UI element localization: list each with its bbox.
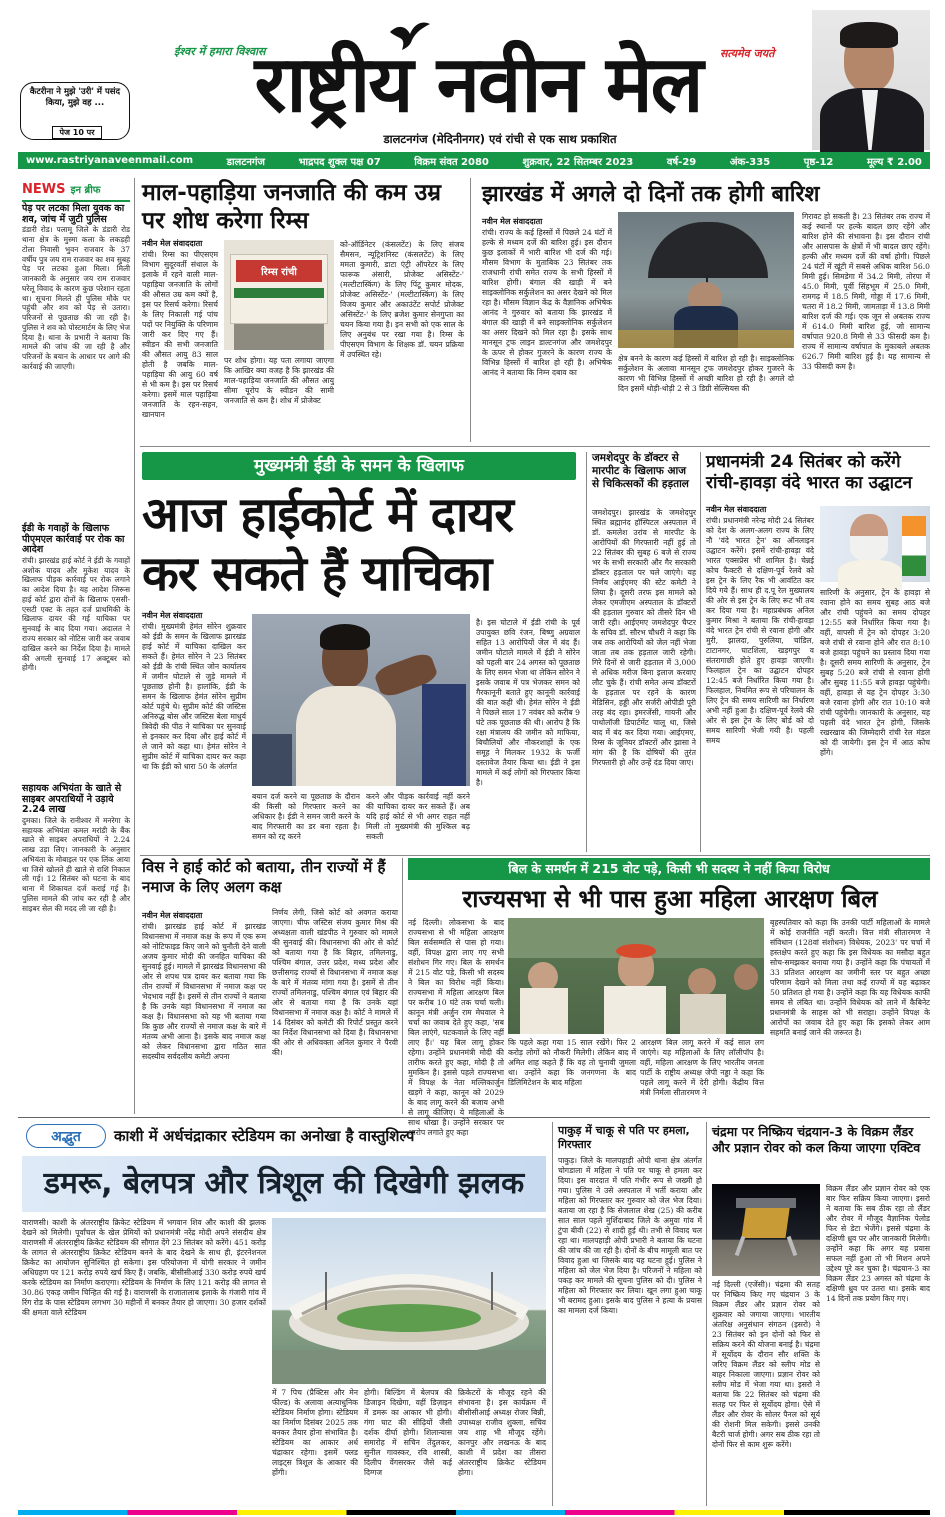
pakur-headline[interactable]: पाकुड़ में चाकू से पति पर हमला, गिरफ्तार: [558, 1124, 690, 1151]
bill-kicker-band: [408, 858, 930, 880]
rims-col3: को-ऑर्डिनेटर (कंसलटेंट) के लिए संजय सैमसन, न्यूट्रिशनिस्ट (कंसलटेंट) के लिए ममता कुमारी, डाटा एंट्री ऑपरेटर के लिए फारूक अंसारी, प्रोजेक्ट असिस्टेंट-' (मल्टीटास्किंग) के लिए पिंटू कुमार मोदक, प्रोजेक्ट असिस्टेंट-' (मल्टीटास्किंग) के लिए विजय कुमार और अकाउंटेंट सपोर्ट प्रोजेक्ट असिस्टेंट-' के लिए ब्रजेश कुमार सेनगुप्ता का चयन किया गया है। इन सभी को एक साल के लिए अनुबंध पर रखा गया है। रिम्स के पीएसएम विभाग के शिक्षक डॉ. चयन प्रक्रिया में उपस्थित रहे।: [340, 240, 464, 360]
edition-city: डालटनगंज: [226, 156, 265, 168]
vande-col1: रांची। प्रधानमंत्री नरेन्द्र मोदी 24 सितंबर को देश के अलग-अलग राज्य के लिए नौ 'वंदे भारत ट्रेन' का ऑनलाइन उद्घाटन करेंगे। इसमें रांची-हावड़ा वंदे भारत एक्सप्रेस भी शामिल है। चेन्नई कोच फैक्टरी से दक्षिण-पूर्व रेलवे को इस ट्रेन के लिए रैक भी आवंटित कर दिये गये हैं। साथ ही द.पू रेल मुख्यालय की ओर से इस ट्रेन के लिए रूट भी तय कर दिया गया है। महाप्रबंधक अनिल कुमार मिश्रा ने बताया कि रांची-हावड़ा वंदे भारत ट्रेन रांची से रवाना होगी और मुरी, झालदा, पुरुलिया, चांडिल, टाटानगर, घाटशिला, खड़गपुर व संतरागाछी होते हुए हावड़ा जाएगी। फिलहाल ट्रेन का उद्घाटन दोपहर 12:45 बजे निर्धारित किया गया है। फिलहाल, नियमित रूप से परिचालन के लिए ट्रेन की समय सारिणी का निर्धारण अभी नहीं हुआ है। दक्षिण-पूर्व रेलवे की ओर से इस ट्रेन के लिए बोर्ड को दो समय सारिणी भेजी गयी है। पहली समय: [706, 516, 814, 746]
rims-col2: पर शोध होगा। यह पता लगाया जाएगा कि आखिर क्या वजह है कि झारखंड की माल-पहाड़िया जनजाति की औसत आयु सीमा यूरोप के स्वीडन की सामी जनजाति से कम है। शोध में प्रोजेक्ट: [224, 356, 334, 406]
stadium-kicker: काशी में अर्धचंद्राकार स्टेडियम का अनोखा है वास्तुशिल्प: [114, 1127, 415, 1145]
brief-title: ईडी के गवाहों के खिलाफ पीएमएल कार्रवाई पर रोक का आदेश: [22, 523, 125, 556]
stadium-headline-band[interactable]: [22, 1156, 546, 1212]
rajya-sabha-photo: [508, 918, 764, 1034]
moon-headline-band[interactable]: [712, 1124, 930, 1180]
bill-col3: आरक्षण बिल लागू करने में कई साल लग जाएंगे। यह महिलाओं के लिए लॉलीपॉप है। वहीं, महिला आरक्षण के लिए भारतीय जनता पार्टी के राष्ट्रीय अध्यक्ष जेपी नड्डा ने कहा कि पहले लागू करने में देरी होगी। केंद्रीय वित्त मंत्री निर्मला सीतारमण ने: [640, 1038, 764, 1098]
hindu-date: भाद्रपद शुक्ल पक्ष 07: [298, 156, 381, 168]
bill-col1: नई दिल्ली। लोकसभा के बाद राज्यसभा से भी महिला आरक्षण बिल सर्वसम्मति से पास हो गया। वहीं, विपक्ष द्वारा लाए गए सभी संशोधन गिर गए। बिल के समर्थन में 215 वोट पड़े, किसी भी सदस्य ने बिल का विरोध नहीं किया। राज्यसभा में महिला आरक्षण बिल पर करीब 10 घंटे तक चर्चा चली। कानून मंत्री अर्जुन राम मेघवाल ने चर्चा का जवाब देते हुए कहा, 'सब बिल लाएंगे, घटकवाले के लिए नहीं लाए हैं।' यह बिल लागू होकर रहेगा। उन्होंने प्रधानमंत्री मोदी की तारीफ करते हुए कहा, मोदी है तो मुमकिन है। इससे पहले राज्यसभा में विपक्ष के नेता मल्लिकार्जुन खड़गे ने कहा, कानून को 2029 के बाद लागू करने की बजाय अभी से लागू कीजिए। ये महिलाओं के साथ धोखा है। उन्होंने सरकार पर आरोप लगाते हुए कहा: [408, 918, 504, 1138]
ed-kicker: मुख्यमंत्री ईडी के समन के खिलाफ: [254, 456, 464, 476]
stadium-col2: में 7 पिच (प्रैक्टिस और मेन फील्ड) के अलावा अत्याधुनिक स्टेडियम निर्माण होगा। स्टेडियम का निर्माण दिसंबर 2025 तक बनकर तैयार होना संभावित है। स्टेडियम का आकार अर्ध चंद्राकार रहेगा। इसमें फ्लड लाइट्स त्रिशूल के आकार की होंगी।: [272, 1388, 358, 1478]
rims-photo: [224, 240, 334, 350]
vande-headline[interactable]: प्रधानमंत्री 24 सितंबर को करेंगे रांची-हावड़ा वंदे भारत का उद्घाटन: [706, 452, 913, 494]
ed-col2: बयान दर्ज करने या पूछताछ के दौरान की किसी को गिरफ्तार करने का अधिकार है। ईडी ने समन जारी करने के बाद गिरफ्तारी का डर बना रहता है। समन को रद्द करने: [252, 792, 360, 842]
jsr-body: जमशेदपुर। झारखंड के जमशेदपुर स्थित ब्रह्मानंद हॉस्पिटल अस्पताल में डॉ. कमलेश उरांव से मारपीट के आरोपियों की गिरफ्तारी नहीं हुई तो 22 सितंबर की सुबह 6 बजे से राज्य भर के सभी सरकारी और गैर सरकारी डॉक्टर हड़ताल पर चले जाएंगे। यह निर्णय आईएमए की स्टेट कमेटी ने लिया है। दूसरी तरफ इस मामले को लेकर एमजीएम अस्पताल के डॉक्टरों की हड़ताल गुरुवार को तीसरे दिन भी जारी रही। आईएमए जमशेदपुर चैप्टर के सचिव डॉ. सौरभ चौधरी ने कहा कि जब तक आरोपियों को जेल नहीं भेजा जाता तब तक हड़ताल जारी रहेगी। गिरे दिनों से जारी हड़ताल में 3,000 से अधिक मरीज बिना इलाज करवाए लौट चुके हैं। रांची समेत अन्य डॉक्टरों के हड़ताल पर रहने के कारण मेडिसिन, हड्डी और सर्जरी ओपीडी पूरी तरह बंद रहा। इमरजेंसी, गायनी और पाथोलॉजी डिपार्टमेंट चालू था, जिसे बाद में बंद कर दिया गया। आईएमए, रिम्स के जूनियर डॉक्टरों और झासा ने मांग की है कि दोषियों की तुरंत गिरफ्तारी हो और उन्हें दंड दिया जाए।: [592, 508, 696, 768]
bill-col4: बृहस्पतिवार को कहा कि उनकी पार्टी महिलाओं के मामले में कोई राजनीति नहीं करती। वित्त मंत्री सीतारमण ने संविधान (128वां संशोधन) विधेयक, 2023' पर चर्चा में हस्तक्षेप करते हुए कहा कि इस विधेयक का मसौदा बहुत सोच-समझकर बनाया गया है। उन्होंने कहा कि पंचायतों में 33 प्रतिशत आरक्षण का जमीनी स्तर पर बहुत अच्छा परिणाम देखने को मिला तथा कई राज्यों में यह बढ़ाकर 50 प्रतिशत हो गया है। उन्होंने कहा कि यह विधेयक काफी समय से लंबित था। उन्होंने विधेयक को लाने में कैबिनेट प्रधानमंत्री के साहस को भी सराहा। उन्होंने विपक्ष के आरोपों का जवाब देते हुए कहा कि इसको लेकर आम सहमति बनाई जाने की जरूरत है।: [770, 918, 930, 1038]
namaz-col1: रांची। झारखंड हाई कोर्ट में झारखंड विधानसभा में नमाज कक्ष के रूप में एक रूम को नोटिफाइड किए जाने को चुनौती देने वाली अजय कुमार मोदी की जनहित याचिका की सुनवाई हुई। मामले में झारखंड विधानसभा की ओर से शपथ पत्र दायर कर बताया गया कि तीन राज्यों में विधानसभा में नमाज कक्ष पर भेदभाव नहीं है। इसमें से तीन राज्यों ने बताया है कि उनके यहां विधानसभा में नमाज का कक्ष है। विधानसभा को यह भी बताया गया कि कुछ और राज्यों से नमाज कक्ष के बारे में मंतव्य अभी आना है। इसके बाद नमाज कक्ष को लेकर विधानसभा द्वारा गठित सात सदस्यीय सर्वदलीय कमेटी अपना: [142, 922, 266, 1062]
motto: सत्यमेव जयते: [720, 47, 775, 60]
color-registration-bar: [18, 1510, 930, 1515]
masthead-subtitle: डालटनगंज (मेदिनीनगर) एवं रांची से एक साथ प्रकाशित: [383, 132, 617, 146]
brief-body: रांची। झारखंड हाई कोर्ट ने ईडी के गवाहों अशोक यादव और मुकेश यादव के खिलाफ पीड़क कार्रवाई पर रोक लगाने का आदेश दिया है। यह आदेश जिरूस हाई कोर्ट द्वारा दोनों के खिलाफ एससी-एसटी एक्ट के तहत दर्ज प्राथमिकी के खिलाफ दायर की गई याचिका पर सुनवाई के बाद दिया गया। अदालत ने राज्य सरकार को नोटिस जारी कर जवाब दाखिल करने का निर्देश दिया है। मामले की अगली सुनवाई 17 अक्टूबर को होगी।: [22, 555, 130, 673]
bill-headline[interactable]: राज्यसभा से भी पास हुआ महिला आरक्षण बिल: [462, 885, 878, 913]
ed-col4: है। इस घोटाले में ईडी रांची के पूर्व उपायुक्त छवि रंजन, बिष्णु अग्रवाल सहित 13 आरोपियों जेल में बंद हैं। जमीन घोटाले मामले में ईडी ने सोरेन को पहली बार 24 अगस्त को पूछताछ के लिए समन भेजा था लेकिन सोरेन ने इसके जवाब में पत्र भेजकर समन को गैरकानूनी बताते हुए कानूनी कार्रवाई की बात कही थी। हेमंत सोरेन ने ईडी ने पिछले साल 17 नवंबर को करीब 9 घंटे तक पूछताछ की थी। आरोप है कि रक्षा मंत्रालय की जमीन को माफिया, बिचौलियों और नौकरशाहों के एक समूह ने मिलकर 1932 के फर्जी दस्तावेज तैयार किया था। ईडी ने इस मामले में कई लोगों को गिरफ्तार किया है।: [476, 618, 580, 788]
rain-col1: रांची। राज्य के कई हिस्सों में पिछले 24 घंटों में हल्के से मध्यम दर्जे की बारिश हुई। इस दौरान कुछ इलाकों में भारी बारिश भी दर्ज की गई। मौसम विभाग के मुताबिक 23 सितंबर तक राजधानी रांची समेत राज्य के सभी हिस्सों में बारिश होगी। बंगाल की खाड़ी में बने साइक्लोनिक सर्कुलेशन का असर देखने को मिल रहा है। मौसम विज्ञान केंद्र के वैज्ञानिक अभिषेक आनंद ने गुरुवार को बताया कि झारखंड में बंगाल की खाड़ी में बने साइक्लोनिक सर्कुलेशन का असर दिखने को मिल रहा है। इसके साथ मानसून ट्रफ लाइन डाल्टनगंज और जमशेदपुर के ऊपर से होकर गुजरने के कारण राज्य के विभिन्न हिस्सों में बारिश हो रही है। अभिषेक आनंद ने बताया कि निम्न दबाव का: [482, 228, 612, 378]
news-brief-header: [22, 178, 132, 200]
rain-col2: क्षेत्र बनने के कारण कई हिस्सों में बारिश हो रही है। साइक्लोनिक सर्कुलेशन के अलावा मानसून ट्रफ जमशेदपुर होकर गुजरने के कारण भी विभिन्न हिस्सों में अच्छी बारिश हो रही है। अगले दो दिन इसमें थोड़ी-थोड़ी 2 से 3 डिग्री सेल्सियस की: [618, 354, 794, 394]
moon-headline: चंद्रमा पर निष्क्रिय चंद्रयान-3 के विक्रम लैंडर और प्रज्ञान रोवर को कल किया जाएगा एक्टिव: [712, 1124, 921, 1156]
rims-byline: नवीन मेल संवाददाता: [142, 239, 203, 248]
rims-col1: रांची। रिम्स का पीएसएम विभाग सुदूरवर्ती संथाल के इलाके में रहने वाली माल-पहाड़िया जनजाति के लोगों की औसत उम्र कम क्यों है, इस पर रिसर्च करेगा। रिसर्च के लिए निकाली गई पांच पदों पर नियुक्ति के परिणाम जारी कर दिए गए हैं। स्वीडन की सभी जनजाति की औसत आयु 83 साल होती है जबकि माल-पहाड़िया की आयु 60 वर्ष से भी कम है। इस पर रिसर्च करेगा। इसमें माल पहाड़िया जनजाति के रहन-सहन, खानपान: [142, 250, 218, 420]
brief-title: सहायक अभियंता के खाते से साइबर अपराधियों ने उड़ाये 2.24 लाख: [22, 783, 122, 816]
news-label: NEWS: [22, 182, 66, 197]
ed-kicker-band: [142, 452, 576, 480]
newspaper-title[interactable]: राष्ट्रीय नवीन मेल: [254, 40, 702, 130]
hemant-soren-photo: [252, 614, 470, 786]
page-count: पृष्ठ-12: [803, 156, 834, 168]
price: मूल्य ₹ 2.00: [866, 156, 922, 168]
celebrity-photo: [812, 10, 930, 150]
issue-date: शुक्रवार, 22 सितम्बर 2023: [522, 156, 634, 168]
moon-col1: नई दिल्ली (एजेंसी)। चंद्रमा की सतह पर निष्क्रिय किए गए चंद्रयान 3 के विक्रम लैंडर और प्रज्ञान रोवर को शुक्रवार को जगाया जाएगा। भारतीय अंतरिक्ष अनुसंधान संगठन (इसरो) ने 23 सितंबर को इन दोनों को फिर से सक्रिय करने की योजना बनाई है। चंद्रमा में सूर्योदय के दौरान सौर शक्ति के जरिए विक्रम लैंडर को स्लीप मोड से बाहर निकाला जाएगा। प्रज्ञान रोवर को स्लीप मोड में भेजा गया था। इसरो ने बताया कि 22 सितंबर को चंद्रमा की सतह पर फिर से सूर्योदय होगा। ऐसे में लैंडर और रोवर के सोलर पैनल को सूर्य की रोशनी मिल सकेगी। इससे उनकी बैटरी चार्ज होगी। अगर सब ठीक रहा तो दोनों फिर से काम शुरू करेंगे।: [712, 1280, 820, 1450]
rain-col3: गिरावट हो सकती है। 23 सितंबर तक राज्य में कई स्थानों पर हल्के बादल छाए रहेंगे और बारिश होने की संभावना है। इस दौरान रांची और आसपास के क्षेत्रों में भी बादल छाए रहेंगे। हल्की और मध्यम दर्जे की वर्षा होगी। पिछले 24 घंटों में खूंटी में सबसे अधिक बारिश 56.0 मिमी हुई। सिमडेगा में 34.2 मिमी, तोरपा में 45.0 मिमी, पूर्वी सिंहभूम में 25.0 मिमी, रामगढ़ में 18.5 मिमी, गोड्डा में 17.6 मिमी, चतरा में 18.2 मिमी, जामताड़ा में 13.8 मिमी बारिश दर्ज की गई। एक जून से अबतक राज्य में 614.0 मिमी बारिश हुई, जो सामान्य वर्षापात 920.8 मिमी से 33 फीसदी कम है। राज्य में सामान्य वर्षापात के मुकाबले अबतक 626.7 मिमी बारिश हुई है। यह सामान्य से 33 फीसदी कम है।: [802, 212, 930, 372]
brief-title: पेड़ पर लटका मिला युवक का शव, जांच में जुटी पुलिस: [22, 203, 125, 225]
stadium-badge: अद्भुत: [26, 1124, 106, 1148]
lander-photo: [712, 1184, 820, 1276]
jsr-headline[interactable]: जमशेदपुर के डॉक्टर से मारपीट के खिलाफ आज से चिकित्सकों की हड़ताल: [592, 452, 689, 490]
issue-number: अंक-335: [729, 156, 771, 168]
stadium-col1: वाराणसी। काशी के अंतरराष्ट्रीय क्रिकेट स्टेडियम में भगवान शिव और काशी की झलक देखने को मिलेगी। पूर्वांचल के खेल प्रेमियों को प्रधानमंत्री नरेंद्र मोदी अपने संसदीय क्षेत्र वाराणसी में अंतरराष्ट्रीय क्रिकेट स्टेडियम की सौगात देंगे 23 सितंबर को करेंगे। 451 करोड़ के लागत से अंतरराष्ट्रीय क्रिकेट स्टेडियम बनने के बाद देखने के साथ ही, इंटरनेशनल क्रिकेट का आयोजन सुनिश्चित हो सकेगा। इस परियोजना में योगी सरकार ने जमीन अधिग्रहण पर 121 करोड़ रुपये खर्च किए हैं। जबकि, बीसीसीआई 330 करोड़ रुपये खर्च करके स्टेडियम का निर्माण कराएगा। स्टेडियम के निर्माण के लिए 121 करोड़ की लागत से 30.86 एकड़ जमीन चिन्हित की गई है। वाराणसी के राजातालाब इलाके के गंजारी गांव में रिंग रोड के पास स्टेडियम लगभग 30 महीनों में बनकर तैयार हो जाएगा। 30 हजार दर्शकों की क्षमता वाले स्टेडियम: [22, 1218, 266, 1318]
teaser-page-ref: पेज 10 पर: [52, 126, 102, 139]
brief-item[interactable]: [22, 524, 130, 758]
brief-body: दुमका। जिले के रानीश्वर में मनरेगा के सहायक अभियंता कमल मरांडी के बैंक खाते से साइबर अपराधियों ने 2.24 लाख उड़ा लिए। जानकारी के अनुसार अभियंता के मोबाइल पर एक लिंक आया था जिसे खोलते ही खाते से राशि निकाल ली गई। 12 सितंबर को घटना के बाद थाना में शिकायत दर्ज कराई गई है। पुलिस मामले की जांच कर रही है और साइबर सेल की मदद ली जा रही है।: [22, 815, 130, 913]
vande-byline: नवीन मेल संवाददाता: [706, 505, 767, 514]
tagline-left: ईश्वर में हमारा विश्वास: [174, 45, 266, 58]
brief-label: इन ब्रीफ: [70, 185, 101, 196]
masthead: [0, 0, 945, 170]
brief-item[interactable]: [22, 204, 130, 518]
brief-item[interactable]: [22, 784, 130, 1116]
pm-modi-photo: [820, 506, 930, 582]
ed-headline[interactable]: आज हाईकोर्ट में दायर कर सकते हैं याचिका: [142, 487, 513, 602]
ed-col1: रांची। मुख्यमंत्री हेमंत सोरेन शुक्रवार को ईडी के समन के खिलाफ झारखंड हाई कोर्ट में याचिका दाखिल कर सकते हैं। हेमंत सोरेन ने 23 सितंबर को ईडी के रांची स्थित जोन कार्यालय में जमीन घोटाले से जुड़े मामले में पूछताछ होनी है। हालांकि, ईडी के समन के खिलाफ हेमंत सोरेन सुप्रीम कोर्ट पहुंचे थे। सुप्रीम कोर्ट की जस्टिस अनिरुद्ध बोस और जस्टिस बेला माधुर्य त्रिवेदी की पीठ ने याचिका पर सुनवाई से इनकार कर दिया और हाई कोर्ट में ले जाने को कहा था। हेमंत सोरेन ने सुप्रीम कोर्ट में याचिका दायर कर कहा था कि ईडी को धारा 50 के अंतर्गत: [142, 622, 246, 772]
rain-photo: [618, 212, 794, 348]
info-bar: [18, 152, 930, 169]
stadium-col3: होगी। बिल्डिंग में बेलपत्र की डिजाइन दिखेगा, वहीं डिज़ाइन में डमरू का आकार भी होगी। गंगा घाट की सीढ़ियों जैसी दर्शक दीर्घा होगी। शिलान्यास समारोह में सचिन तेंदुलकर, सुनील गावस्कर, रवि शास्त्री, दिलीप वेंगसरकर जैसे कई दिग्गज: [364, 1388, 452, 1478]
namaz-headline[interactable]: विस ने हाई कोर्ट को बताया, तीन राज्यों में हैं नमाज के लिए अलग कक्ष: [142, 858, 386, 896]
rims-headline[interactable]: माल-पहाड़िया जनजाति की कम उम्र पर शोध करेगा रिम्स: [142, 180, 441, 234]
moon-col2: विक्रम लैंडर और प्रज्ञान रोवर को एक बार फिर सक्रिय किया जाएगा। इसरो ने बताया कि सब ठीक रहा तो लैंडर और रोवर में मौजूद वैज्ञानिक पेलोड फिर से डेटा भेजेंगे। इससे चंद्रमा के दक्षिणी ध्रुव पर और जानकारी मिलेगी। उन्होंने कहा कि अगर यह प्रयास सफल नहीं हुआ तो भी मिशन अपने उद्देश्य पूरे कर चुका है। चंद्रयान-3 का विक्रम लैंडर 23 अगस्त को चंद्रमा के दक्षिणी ध्रुव पर उतरा था। इसके बाद 14 दिनों तक प्रयोग किए गए।: [826, 1184, 930, 1304]
namaz-byline: नवीन मेल संवाददाता: [142, 911, 203, 920]
ed-col3: करने और पीड़क कार्रवाई नहीं करने की याचिका दायर कर सकते हैं। अब यदि हाई कोर्ट से भी अगर राहत नहीं मिली तो मुख्यमंत्री की मुश्किल बढ़ सकती: [366, 792, 470, 842]
rain-byline: नवीन मेल संवाददाता: [482, 217, 543, 226]
vande-col2: सारिणी के अनुसार, ट्रेन के हावड़ा से रवाना होने का समय सुबह आठ बजे और रांची पहुंचने का समय दोपहर 12:55 बजे निर्धारित किया गया है। वहीं, वापसी में ट्रेन को दोपहर 3:20 बजे रांची से रवाना होने और रात 8:10 बजे हावड़ा पहुंचने का प्रस्ताव दिया गया है। दूसरी समय सारिणी के अनुसार, ट्रेन सुबह 5:20 बजे रांची से रवाना होगी और सुबह 11:55 बजे हावड़ा पहुंचेगी। वहीं, हावड़ा से यह ट्रेन दोपहर 3:30 बजे रवाना होगी और रात 10:10 बजे रांची पहुंचेगी। जानकारी के अनुसार, यह पहली वंदे भारत ट्रेन होगी, जिसके रखरखाव की जिम्मेदारी रांची रेल मंडल को दी जायेगी। इस ट्रेन में आठ कोच होंगे।: [820, 588, 930, 758]
brief-body: डंडारी रोड। पलामू जिले के डंडारी रोड थाना क्षेत्र के मुस्मा कला के लकड़ही टोला निवासी भुवन राजवार के 37 वर्षीय पुत्र जय राम राजवार का शव सुबह पेड़ पर लटका हुआ मिला। मिली जानकारी के अनुसार जय राम राजवार घरेलू विवाद के कारण कुछ परेशान रहता था। सूचना मिलते ही पुलिस मौके पर पहुंची और शव को पेड़ से उतारा। परिजनों से पूछताछ की जा रही है। पुलिस ने शव को पोस्टमार्टम के लिए भेज दिया है। थाना के प्रभारी ने बताया कि मामले की जांच की जा रही है और परिजनों के बयान के आधार पर आगे की कार्रवाई की जाएगी।: [22, 225, 130, 371]
stadium-col4: क्रिकेटरों के मौजूद रहने की संभावना है। इस कार्यक्रम में बीसीसीआई अध्यक्ष रोजर बिन्नी, उपाध्यक्ष राजीव शुक्ला, सचिव जय शाह भी मौजूद रहेंगे। कानपुर और लखनऊ के बाद काशी में प्रदेश का तीसरा अंतरराष्ट्रीय क्रिकेट स्टेडियम होगा।: [458, 1388, 546, 1478]
samvat: विक्रम संवत 2080: [414, 156, 489, 168]
rims-photo-caption: रिम्स रांची: [261, 267, 297, 278]
teaser-text: कैटरीना ने मुझे 'उरी' में पसंद किया, मुझे वह ...: [29, 87, 121, 108]
pakur-body: पाकुड़। जिले के मालपहाड़ी ओपी थाना क्षेत्र अंतर्गत चोगडाला में महिला ने पति पर चाकू से हमला कर दिया। इस वारदात में पति गंभीर रूप से जख्मी हो गया। पुलिस ने उसे अस्पताल में भर्ती कराया और महिला को गिरफ्तार कर गुरुवार को जेल भेज दिया। बताया जा रहा है कि सेजलाल शेख (25) की करीब सात साल पहले मुर्शिदाबाद जिले के अमुवा गांव में टुंपा बीवी (22) से शादी हुई थी। तभी से विवाद चल रहा था। मालपहाड़ी ओपी प्रभारी ने बताया कि घटना की जांच की जा रही है। दोनों के बीच मामूली बात पर विवाद हुआ था जिसके बाद यह घटना हुई। पुलिस ने महिला को जेल भेज दिया है। परिजनों ने महिला को पकड़ कर मामले की सूचना पुलिस को दी। पुलिस ने महिला को गिरफ्तार कर लिया। खून लगा हुआ चाकू भी बरामद हुआ। इसके बाद पुलिस ने हत्या के प्रयास का मामला दर्ज किया।: [558, 1156, 702, 1316]
ed-byline: नवीन मेल संवाददाता: [142, 611, 203, 620]
rain-headline[interactable]: झारखंड में अगले दो दिनों तक होगी बारिश: [482, 182, 820, 207]
website-link[interactable]: www.rastriyanaveenmail.com: [26, 155, 194, 166]
bill-kicker: बिल के समर्थन में 215 वोट पड़े, किसी भी सदस्य ने नहीं किया विरोध: [508, 861, 830, 876]
bill-col2: कि पहले कहा गया 15 साल रखेंगे। फिर 2 करोड़ लोगों को नौकरी मिलेगी। लेकिन बाद में अमित शाह कहते हैं कि वह तो चुनावी जुमला था। उन्होंने कहा कि जनगणना के बाद डिलिमिटेशन के बाद महिला: [508, 1038, 636, 1088]
volume: वर्ष-29: [666, 156, 697, 168]
namaz-col2: निर्णय लेगी, जिसे कोर्ट को अवगत कराया जाएगा। चीफ जस्टिस संजय कुमार मिश्र की अध्यक्षता वाली खंडपीठ ने गुरुवार को मामले की सुनवाई की। विधानसभा की ओर से कोर्ट को बताया गया है कि बिहार, तमिलनाडु, पश्चिम बंगाल, उत्तर प्रदेश, मध्य प्रदेश और छत्तीसगढ़ राज्यों से विधानसभा में नमाज कक्ष के बारे में मंतव्य मांगा गया है। इसमें से तीन राज्यों तमिलनाडु, पश्चिम बंगाल एवं बिहार की ओर से बताया गया है कि उनके यहां विधानसभा में नमाज कक्ष है। कोर्ट ने मामले में 14 दिसंबर को कमेटी की रिपोर्ट प्रस्तुत करने का निर्देश विधानसभा को दिया है। विधानसभा की ओर से अधिवक्ता अनिल कुमार ने पैरवी की।: [272, 908, 398, 1058]
stadium-icon: [272, 1218, 546, 1384]
stadium-headline: डमरू, बेलपत्र और त्रिशूल की दिखेगी झलक: [43, 1166, 525, 1201]
stadium-render: [272, 1218, 546, 1384]
